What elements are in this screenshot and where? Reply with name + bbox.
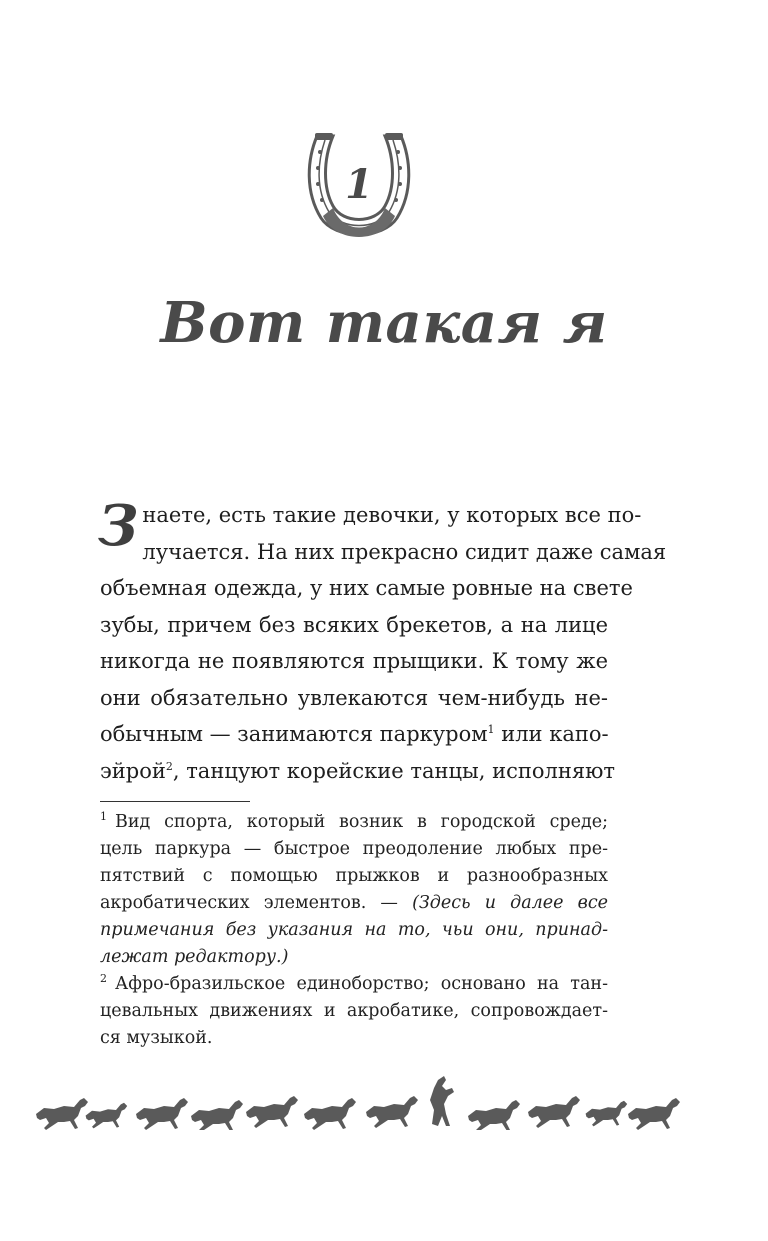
footnote-text: Афро-бразильское единоборство; основано на тан- (115, 974, 608, 994)
body-text-part: обычным — занимаются паркуром (100, 722, 488, 746)
body-text-part: , танцуют корейские танцы, исполняют (172, 758, 615, 783)
footnote-line (100, 971, 608, 998)
footnote-line (100, 809, 608, 836)
drop-cap: З (98, 493, 139, 559)
body-line: лучается. На них прекрасно сидит даже самая (142, 539, 667, 564)
horseshoe-icon (303, 130, 415, 248)
footnote-line: ся музыкой. (100, 1028, 213, 1048)
footnote-ref[interactable]: 2 (165, 759, 173, 773)
footnotes (100, 809, 608, 1052)
footnote-ref[interactable]: 1 (487, 723, 495, 736)
body-text (98, 493, 667, 789)
footnote-divider (100, 801, 250, 802)
footnote-text-italic: (Здесь и далее все (412, 893, 608, 913)
running-horses-icon (34, 1070, 684, 1130)
body-text-part: или капо- (494, 722, 609, 746)
body-line: наете, есть такие девочки, у которых все по- (142, 503, 642, 527)
footnote-text-italic: лежат редактору.) (100, 947, 289, 967)
footnote-number: 2 (100, 972, 107, 986)
chapter-title: Вот такая я (160, 290, 608, 356)
footnote-text: Вид спорта, который возник в городской среде; (115, 812, 608, 832)
footnote-line: цель паркура — быстрое преодоление любых пре- (100, 839, 608, 859)
body-line (100, 716, 608, 753)
footnote-line (100, 917, 608, 944)
footnote-line: пятствий с помощью прыжков и разнообразных (100, 866, 608, 886)
footnote-line: цевальных движениях и акробатике, сопровождает- (100, 1001, 608, 1021)
body-line: объемная одежда, у них самые ровные на свете (100, 576, 633, 600)
footnote-line (100, 944, 608, 971)
body-line: зубы, причем без всяких брекетов, а на лице (100, 612, 608, 637)
footnote-text: акробатических элементов. — (100, 893, 413, 913)
body-text-part: эйрой (100, 758, 166, 783)
footnote-line (100, 890, 608, 917)
body-line: они обязательно увлекаются чем-нибудь не- (100, 685, 608, 710)
chapter-number: 1 (345, 161, 373, 208)
body-line (100, 753, 615, 790)
footnote-number: 1 (100, 810, 107, 824)
footnote-text-italic: примечания без указания на то, чьи они, принад- (100, 920, 608, 940)
body-line: никогда не появляются прыщики. К тому же (100, 649, 608, 673)
